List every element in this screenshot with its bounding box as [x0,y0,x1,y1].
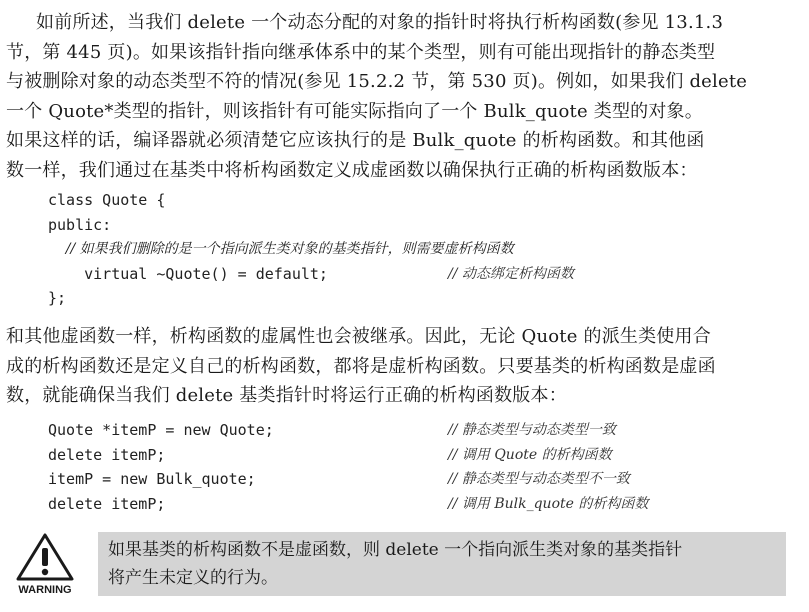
text-line: 如前所述，当我们 delete 一个动态分配的对象的指针时将执行析构函数(参见 13.1.3 [36,12,724,33]
code-line [48,237,788,262]
code-comment: // 调用 Quote 的析构函数 [448,446,612,463]
code-block-delete-example [48,418,788,516]
code-text: itemP = new Bulk_quote; [48,470,256,488]
code-text: virtual ~Quote() = default; [48,264,328,283]
code-line [48,262,788,287]
warning-label: WARNING [18,584,72,596]
code-line [48,188,788,213]
code-comment: // 动态绑定析构函数 [448,265,574,282]
warning-note [98,532,786,596]
text-line: 节，第 445 页)。如果该指针指向继承体系中的某个类型，则有可能出现指针的静态类型 [6,41,716,63]
code-text: public: [48,215,112,234]
code-comment: // 静态类型与动态类型不一致 [448,471,630,487]
text-line: 和其他虚函数一样，析构函数的虚属性也会被继承。因此，无论 Quote 的派生类使用合 [6,326,711,347]
code-text: // 如果我们删除的是一个指向派生类对象的基类指针，则需要虚析构函数 [48,241,514,257]
code-line [48,213,788,238]
text-line: 成的析构函数还是定义自己的析构函数，都将是虚析构函数。只要基类的析构函数是虚函 [6,355,716,377]
code-text: class Quote { [48,191,166,209]
code-line [48,467,788,492]
code-text: delete itemP; [48,494,166,513]
code-text: delete itemP; [48,445,166,464]
warning-text-line: 如果基类的析构函数不是虚函数，则 delete 一个指向派生类对象的基类指针 [108,540,683,560]
text-line: 数，就能确保当我们 delete 基类指针时将运行正确的析构函数版本： [6,385,567,406]
paragraph-destructor-inheritance [6,322,796,411]
code-line [48,443,788,468]
code-text: }; [48,289,67,307]
text-line: 如果这样的话，编译器就必须清楚它应该执行的是 Bulk_quote 的析构函数。和其他函 [6,130,705,151]
code-line [48,418,788,443]
code-text: Quote *itemP = new Quote; [48,421,274,439]
code-block-quote-class [48,188,788,311]
warning-triangle-icon [12,531,78,597]
warning-callout [12,531,784,597]
paragraph-virtual-destructor-intro [6,8,796,185]
text-line: 与被删除对象的动态类型不符的情况(参见 15.2.2 节，第 530 页)。例如，如果我们 delete [6,71,748,92]
code-comment: // 静态类型与动态类型一致 [448,422,616,438]
text-line: 数一样，我们通过在基类中将析构函数定义成虚函数以确保执行正确的析构函数版本： [6,159,698,181]
code-line [48,286,788,311]
text-line: 一个 Quote*类型的指针，则该指针有可能实际指向了一个 Bulk_quote 类型的对象。 [6,100,703,122]
code-comment: // 调用 Bulk_quote 的析构函数 [448,495,649,512]
warning-text-line: 将产生未定义的行为。 [108,568,278,588]
code-line [48,492,788,517]
